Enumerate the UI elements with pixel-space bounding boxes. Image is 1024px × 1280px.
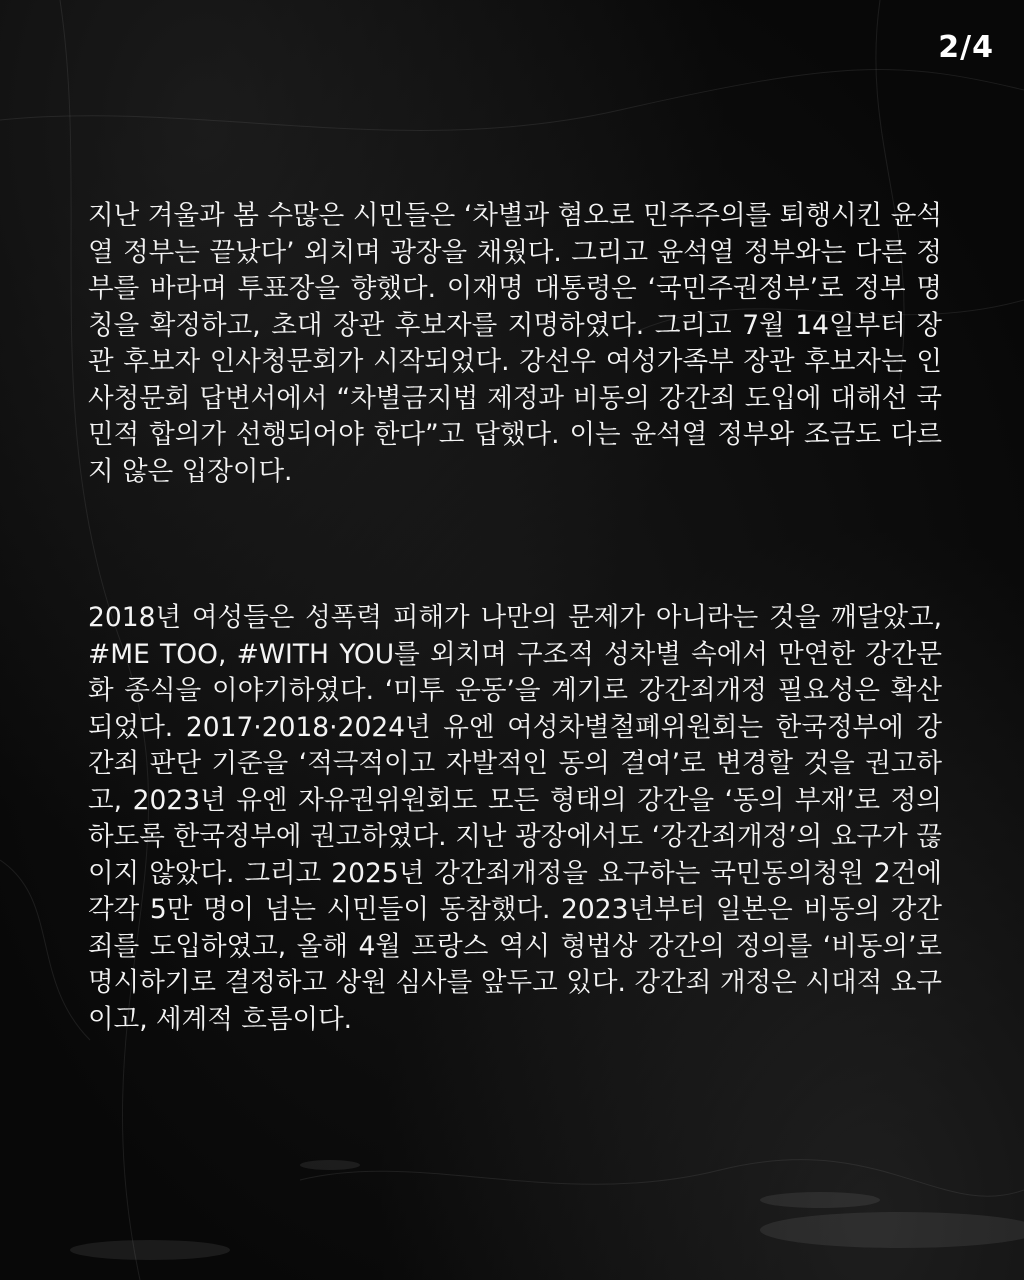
- page-number: 2/4: [938, 30, 994, 65]
- paragraph-2: 2018년 여성들은 성폭력 피해가 나만의 문제가 아니라는 것을 깨달았고, #ME TOO, #WITH YOU를 외치며 구조적 성차별 속에서 만연한 강간문화 종식을 이야기하였다. ‘미투 운동’을 계기로 강간죄개정 필요성은 확산되었다. 2017·2018·2024년 유엔 여성차별철폐위원회는 한국정부에 강간죄 판단 기준을 ‘적극적이고 자발적인 동의 결여’로 변경할 것을 권고하고, 2023년 유엔 자유권위원회도 모든 형태의 강간을 ‘동의 부재’로 정의하도록 한국정부에 권고하였다. 지난 광장에서도 ‘강간죄개정’의 요구가 끊이지 않았다. 그리고 2025년 강간죄개정을 요구하는 국민동의청원 2건에 각각 5만 명이 넘는 시민들이 동참했다. 2023년부터 일본은 비동의 강간죄를 도입하였고, 올해 4월 프랑스 역시 형법상 강간의 정의를 ‘비동의’로 명시하기로 결정하고 상원 심사를 앞두고 있다. 강간죄 개정은 시대적 요구이고, 세계적 흐름이다.: [88, 602, 942, 1035]
- paragraph-1: 지난 겨울과 봄 수많은 시민들은 ‘차별과 혐오로 민주주의를 퇴행시킨 윤석열 정부는 끝났다’ 외치며 광장을 채웠다. 그리고 윤석열 정부와는 다른 정부를 바라며 투표장을 향했다. 이재명 대통령은 ‘국민주권정부’로 정부 명칭을 확정하고, 초대 장관 후보자를 지명하였다. 그리고 7월 14일부터 장관 후보자 인사청문회가 시작되었다. 강선우 여성가족부 장관 후보자는 인사청문회 답변서에서 “차별금지법 제정과 비동의 강간죄 도입에 대해선 국민적 합의가 선행되어야 한다”고 답했다. 이는 윤석열 정부와 조금도 다르지 않은 입장이다.: [88, 200, 942, 487]
